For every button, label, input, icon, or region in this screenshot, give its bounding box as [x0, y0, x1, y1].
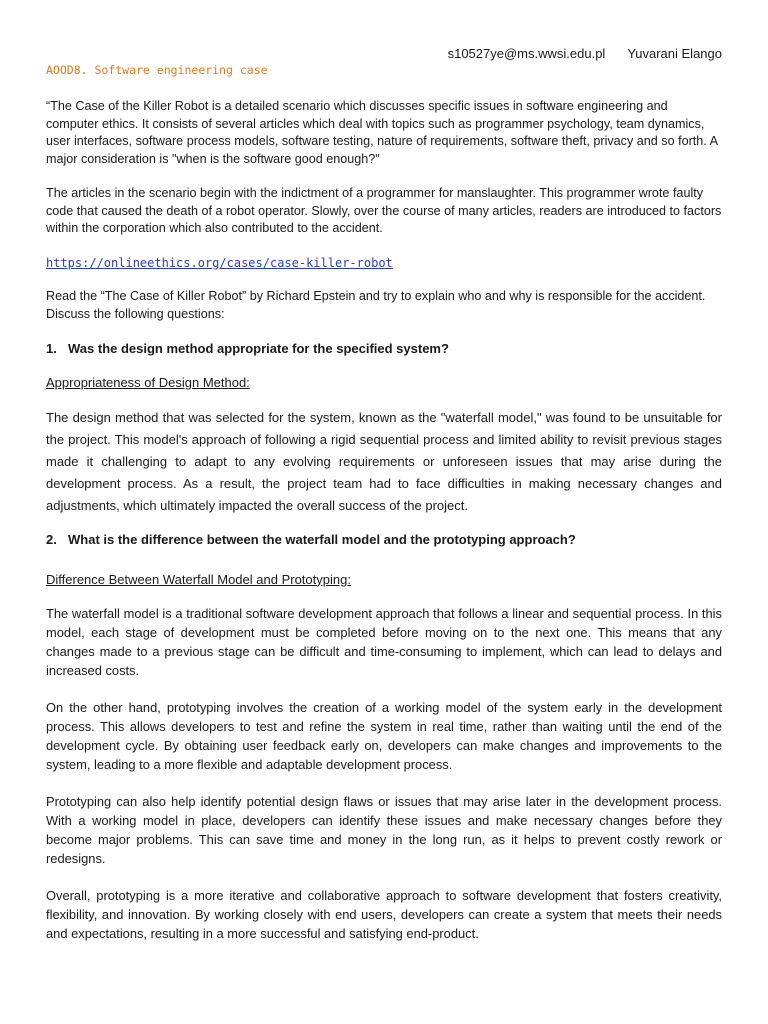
- question-1-number: 1.: [46, 341, 57, 356]
- intro-paragraph-3: Read the “The Case of Killer Robot” by Richard Epstein and try to explain who and why is responsible for the accident. Discuss the following questions:: [46, 289, 706, 321]
- author-email: s10527ye@ms.wwsi.edu.pl: [447, 46, 606, 61]
- course-code-title: AOOD8. Software engineering case: [46, 63, 268, 77]
- section-2-paragraph-3: Prototyping can also help identify potential design flaws or issues that may arise later in the development process. With a working model in place, developers can identify these issues and make necessary changes before they become major problems. This can save time and money in the long run, as it helps to prevent costly rework or redesigns.: [46, 794, 722, 866]
- question-1-text: Was the design method appropriate for the specified system?: [68, 341, 449, 356]
- author-name: Yuvarani Elango: [627, 46, 722, 61]
- case-link[interactable]: https://onlineethics.org/cases/case-killer-robot: [46, 255, 393, 270]
- intro-paragraph-2: The articles in the scenario begin with the indictment of a programmer for manslaughter. This programmer wrote faulty code that caused the death of a robot operator. Slowly, over the course of many articles, readers are introduced to factors within the corporation which also contributed to the accident.: [46, 186, 722, 235]
- question-2-number: 2.: [46, 532, 57, 547]
- section-2-paragraph-4: Overall, prototyping is a more iterative and collaborative approach to software development that fosters creativity, flexibility, and innovation. By working closely with end users, developers can create a system that meets their needs and expectations, resulting in a more successful and satisfying end-product.: [46, 888, 722, 941]
- intro-paragraph-1: “The Case of the Killer Robot is a detailed scenario which discusses specific issues in software engineering and computer ethics. It consists of several articles which deal with topics such as programmer psychology, team dynamics, user interfaces, software process models, software testing, nature of requirements, software theft, privacy and so forth. A major consideration is "when is the software good enough?": [46, 99, 718, 166]
- section-1-subheading: Appropriateness of Design Method:: [46, 374, 250, 390]
- section-2-paragraph-2: On the other hand, prototyping involves the creation of a working model of the system early in the development process. This allows developers to test and refine the system in real time, rather than waiting until the end of the development cycle. By obtaining user feedback early on, developers can make changes and improvements to the system, leading to a more flexible and adaptable development process.: [46, 700, 722, 772]
- section-2-paragraph-1: The waterfall model is a traditional software development approach that follows a linear and sequential process. In this model, each stage of development must be completed before moving on to the next one. This means that any changes made to a previous stage can be difficult and time-consuming to implement, which can lead to delays and increased costs.: [46, 606, 722, 678]
- question-2: [46, 531, 722, 549]
- document-body: [46, 98, 722, 961]
- question-1: [46, 340, 722, 358]
- section-1-body: The design method that was selected for the system, known as the "waterfall model," was found to be unsuitable for the project. This model's approach of following a rigid sequential process and limited ability to revisit previous stages made it challenging to adapt to any evolving requirements or unforeseen issues that may arise during the development process. As a result, the project team had to face difficulties in making necessary changes and adjustments, which ultimately impacted the overall success of the project.: [46, 410, 722, 513]
- question-2-text: What is the difference between the waterfall model and the prototyping approach?: [68, 532, 576, 547]
- document-header: [448, 46, 722, 61]
- section-2-subheading: Difference Between Waterfall Model and Prototyping:: [46, 571, 351, 587]
